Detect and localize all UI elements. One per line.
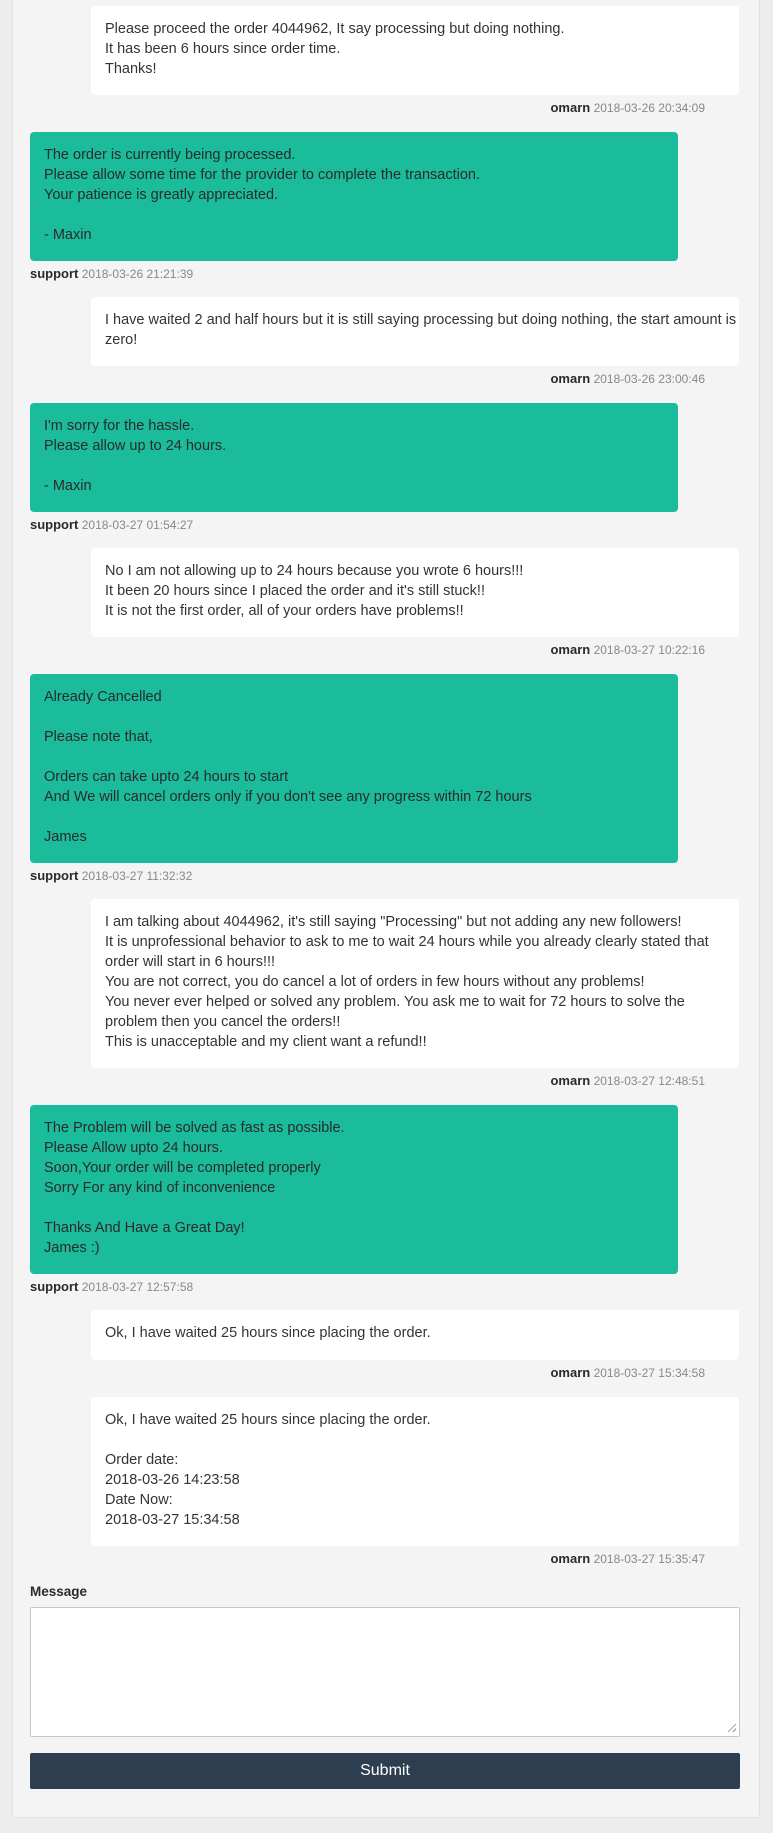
message-line: 2018-03-27 15:34:58 xyxy=(105,1512,240,1528)
message-meta xyxy=(550,643,705,657)
message-bubble xyxy=(91,6,739,95)
message-line: I'm sorry for the hassle. xyxy=(44,418,195,434)
message-line: Please Allow upto 24 hours. xyxy=(44,1140,223,1156)
message-timestamp: 2018-03-27 01:54:27 xyxy=(81,518,194,532)
message-timestamp: 2018-03-27 10:22:16 xyxy=(593,643,705,657)
message-timestamp: 2018-03-27 12:57:58 xyxy=(81,1280,194,1294)
message-line xyxy=(44,707,664,727)
message-item xyxy=(0,297,739,386)
message-line: I am talking about 4044962, it's still saying "Processing" but not adding any new followers! xyxy=(105,914,682,930)
message-line xyxy=(44,456,664,476)
message-line xyxy=(105,1430,725,1450)
message-line: This is unacceptable and my client want a refund!! xyxy=(105,1034,427,1050)
message-author: omarn xyxy=(550,1365,591,1380)
message-line: It has been 6 hours since order time. xyxy=(105,41,341,57)
message-line: Please note that, xyxy=(44,729,153,745)
message-line: No I am not allowing up to 24 hours because you wrote 6 hours!!! xyxy=(105,563,524,579)
message-item xyxy=(0,403,678,532)
message-item xyxy=(0,1397,739,1566)
message-timestamp: 2018-03-27 15:35:47 xyxy=(593,1552,705,1566)
message-line: Sorry For any kind of inconvenience xyxy=(44,1180,276,1196)
message-line: And We will cancel orders only if you don't see any progress within 72 hours xyxy=(44,789,532,805)
message-author: omarn xyxy=(550,1551,591,1566)
message-bubble xyxy=(91,1397,739,1546)
message-line xyxy=(44,807,664,827)
message-line: James xyxy=(44,829,87,845)
message-timestamp: 2018-03-27 12:48:51 xyxy=(593,1074,705,1088)
message-line: You never ever helped or solved any problem. You ask me to wait for 72 hours to solve the xyxy=(105,994,685,1010)
message-bubble xyxy=(30,132,678,261)
message-line: James :) xyxy=(44,1240,100,1256)
message-line: Ok, I have waited 25 hours since placing the order. xyxy=(105,1412,431,1428)
message-line: Please allow some time for the provider to complete the transaction. xyxy=(44,167,481,183)
message-timestamp: 2018-03-26 20:34:09 xyxy=(593,101,705,115)
message-line: - Maxin xyxy=(44,478,92,494)
message-line: Orders can take upto 24 hours to start xyxy=(44,769,289,785)
message-line: Please allow up to 24 hours. xyxy=(44,438,227,454)
message-meta xyxy=(30,518,193,532)
message-line: problem then you cancel the orders!! xyxy=(105,1014,341,1030)
message-meta xyxy=(550,1366,705,1380)
message-line: Order date: xyxy=(105,1452,179,1468)
message-bubble xyxy=(91,297,739,366)
message-timestamp: 2018-03-26 21:21:39 xyxy=(81,267,194,281)
message-meta xyxy=(30,1280,193,1294)
message-meta xyxy=(30,267,193,281)
message-line: Already Cancelled xyxy=(44,689,162,705)
message-line: It been 20 hours since I placed the order and it's still stuck!! xyxy=(105,583,485,599)
message-author: support xyxy=(30,266,79,281)
message-author: support xyxy=(30,868,79,883)
message-timestamp: 2018-03-26 23:00:46 xyxy=(593,372,705,386)
message-line xyxy=(44,205,664,225)
message-item xyxy=(0,132,678,281)
message-line: Thanks! xyxy=(105,61,157,77)
message-line: - Maxin xyxy=(44,227,92,243)
message-line: zero! xyxy=(105,332,138,348)
message-bubble xyxy=(91,548,739,637)
message-line: order will start in 6 hours!!! xyxy=(105,954,276,970)
message-line: Your patience is greatly appreciated. xyxy=(44,187,279,203)
message-author: omarn xyxy=(550,100,591,115)
message-item xyxy=(0,548,739,657)
message-item xyxy=(0,899,739,1088)
reply-form xyxy=(30,1584,740,1789)
message-author: omarn xyxy=(550,371,591,386)
message-bubble xyxy=(30,403,678,512)
message-bubble xyxy=(91,899,739,1068)
message-item xyxy=(0,6,739,115)
message-author: omarn xyxy=(550,1073,591,1088)
submit-button[interactable]: Submit xyxy=(30,1753,740,1789)
message-meta xyxy=(550,1552,705,1566)
message-line: It is not the first order, all of your orders have problems!! xyxy=(105,603,464,619)
message-item xyxy=(0,674,678,883)
message-bubble xyxy=(91,1310,739,1360)
message-author: support xyxy=(30,1279,79,1294)
message-line: Soon,Your order will be completed properly xyxy=(44,1160,321,1176)
message-author: support xyxy=(30,517,79,532)
resize-handle-icon[interactable] xyxy=(728,1724,736,1732)
message-bubble xyxy=(30,674,678,863)
message-bubble xyxy=(30,1105,678,1274)
message-meta xyxy=(550,1074,705,1088)
message-line: Date Now: xyxy=(105,1492,173,1508)
message-meta xyxy=(30,869,192,883)
message-item xyxy=(0,1310,739,1380)
message-line: Please proceed the order 4044962, It say processing but doing nothing. xyxy=(105,21,565,37)
message-line: Thanks And Have a Great Day! xyxy=(44,1220,245,1236)
message-line: The Problem will be solved as fast as possible. xyxy=(44,1120,345,1136)
message-line xyxy=(44,747,664,767)
message-label: Message xyxy=(30,1584,88,1599)
message-textarea[interactable] xyxy=(30,1607,740,1737)
message-item xyxy=(0,1105,678,1294)
message-author: omarn xyxy=(550,642,591,657)
message-line: I have waited 2 and half hours but it is still saying processing but doing nothing, the start amount is xyxy=(105,312,737,328)
message-timestamp: 2018-03-27 15:34:58 xyxy=(593,1366,705,1380)
message-meta xyxy=(550,372,705,386)
message-meta xyxy=(550,101,705,115)
message-line: The order is currently being processed. xyxy=(44,147,296,163)
message-timestamp: 2018-03-27 11:32:32 xyxy=(81,869,193,883)
message-line: Ok, I have waited 25 hours since placing the order. xyxy=(105,1325,431,1341)
message-line: 2018-03-26 14:23:58 xyxy=(105,1472,240,1488)
message-line: You are not correct, you do cancel a lot of orders in few hours without any problems! xyxy=(105,974,645,990)
message-line: It is unprofessional behavior to ask to me to wait 24 hours while you already clearly stated that xyxy=(105,934,709,950)
message-line xyxy=(44,1198,664,1218)
